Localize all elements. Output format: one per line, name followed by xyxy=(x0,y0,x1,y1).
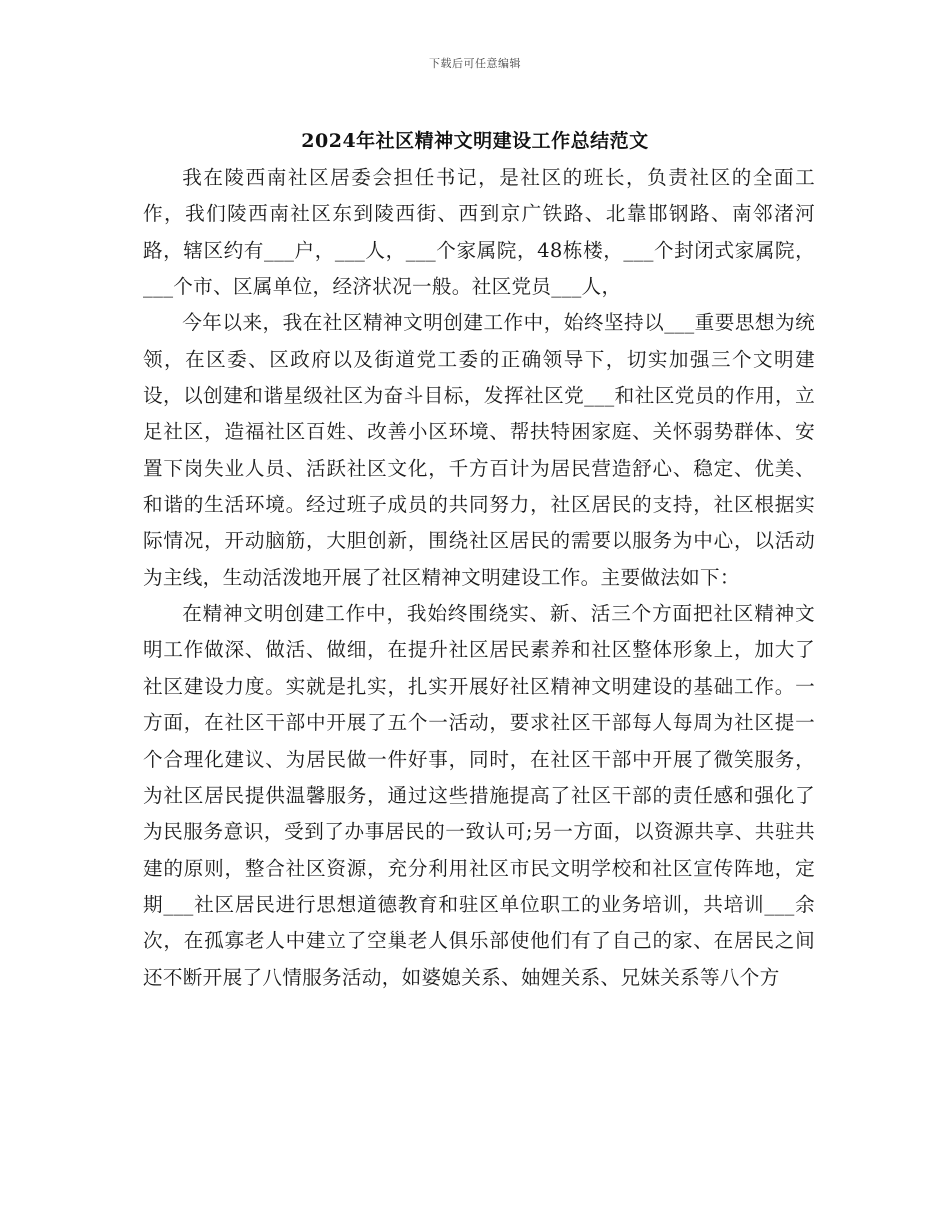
paragraph-3: 在精神文明创建工作中，我始终围绕实、新、活三个方面把社区精神文明工作做深、做活、做细，在提升社区居民素养和社区整体形象上，加大了社区建设力度。实就是扎实，扎实开展好社区精神文明建设的基础工作。一方面，在社区干部中开展了五个一活动，要求社区干部每人每周为社区提一个合理化建议、为居民做一件好事，同时，在社区干部中开展了微笑服务，为社区居民提供温馨服务，通过这些措施提高了社区干部的责任感和强化了为民服务意识，受到了办事居民的一致认可;另一方面，以资源共享、共驻共建的原则，整合社区资源，充分利用社区市民文明学校和社区宣传阵地，定期___社区居民进行思想道德教育和驻区单位职工的业务培训，共培训___余次，在孤寡老人中建立了空巢老人俱乐部使他们有了自己的家、在居民之间还不断开展了八情服务活动，如婆媳关系、妯娌关系、兄妹关系等八个方 xyxy=(143,602,815,989)
document-body xyxy=(143,160,815,996)
paragraph-2: 今年以来，我在社区精神文明创建工作中，始终坚持以___重要思想为统领，在区委、区政府以及街道党工委的正确领导下，切实加强三个文明建设，以创建和谐星级社区为奋斗目标，发挥社区党___和社区党员的作用，立足社区，造福社区百姓、改善小区环境、帮扶特困家庭、关怀弱势群体、安置下岗失业人员、活跃社区文化，千方百计为居民营造舒心、稳定、优美、和谐的生活环境。经过班子成员的共同努力，社区居民的支持，社区根据实际情况，开动脑筋，大胆创新，围绕社区居民的需要以服务为中心，以活动为主线，生动活泼地开展了社区精神文明建设工作。主要做法如下： xyxy=(143,311,815,589)
paragraph-1: 我在陵西南社区居委会担任书记，是社区的班长，负责社区的全面工作，我们陵西南社区东到陵西街、西到京广铁路、北靠邯钢路、南邻渚河路，辖区约有___户，___人，___个家属院，48栋楼，___个封闭式家属院，___个市、区属单位，经济状况一般。社区党员___人， xyxy=(143,166,815,299)
document-title: 2024年社区精神文明建设工作总结范文 xyxy=(301,130,649,152)
header-note: 下载后可任意编辑 xyxy=(429,57,521,70)
